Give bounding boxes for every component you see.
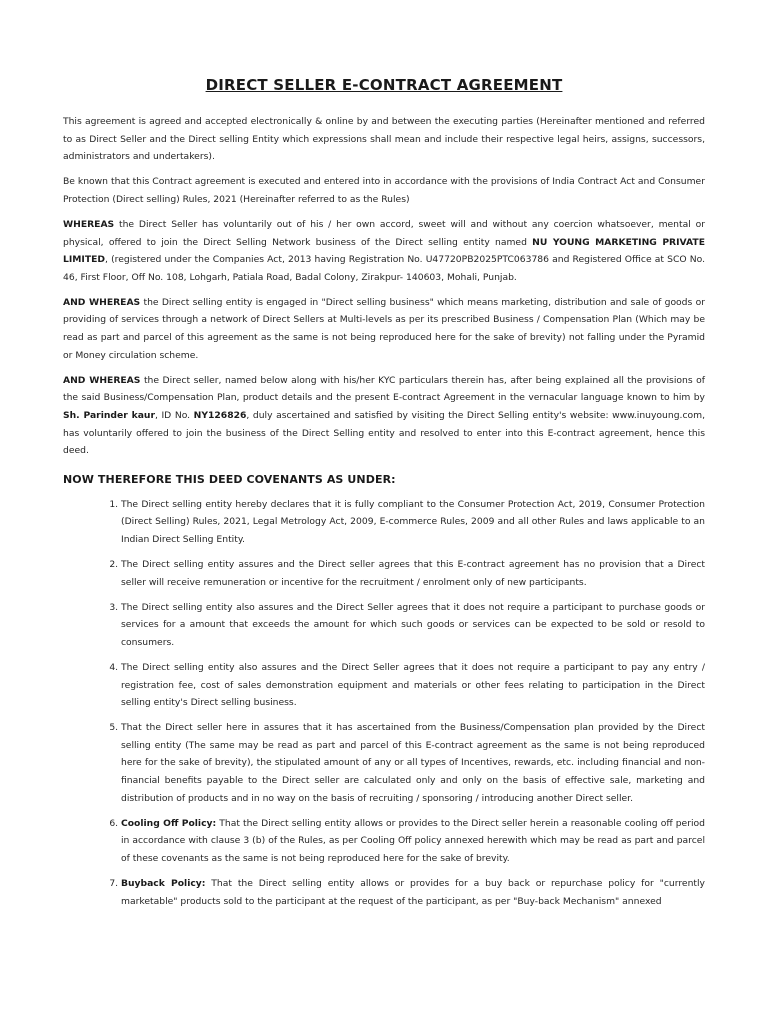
covenant-lead: Cooling Off Policy: (121, 817, 217, 829)
covenant-text: The Direct selling entity also assures and the Direct Seller agrees that it does not require a participant to purchase goods or services for a amount that exceeds the amount for which such goods or services can be expected to be sold or resold to consumers. (121, 601, 705, 648)
covenant-text: The Direct selling entity assures and the Direct seller agrees that this E-contract agreement has no provision that a Direct seller will receive remuneration or incentive for the recruitment / enrolment only of new participants. (121, 558, 705, 588)
covenant-text: That the Direct seller here in assures that it has ascertained from the Business/Compensation plan provided by the Direct selling entity (The same may be read as part and parcel of this E-contract agreement as the same is not being reproduced here for the sake of brevity), the stipulated amount of any or all types of Incentives, rewards, etc. including financial and non-financial benefits payable to the Direct seller are calculated only and only on the basis of effective sale, marketing and distribution of products and in no way on the basis of recruiting / sponsoring / introducing another Direct seller. (121, 722, 705, 804)
covenant-text: That the Direct selling entity allows or provides for a buy back or repurchase policy for "currently marketable" products sold to the participant at the request of the participant, as per "Buy-back Mechanism" annexed (121, 877, 705, 907)
covenant-item (121, 659, 705, 712)
whereas-paragraph-2 (63, 294, 705, 364)
whereas-text-a: the Direct Seller has voluntarily out of his / her own accord, sweet will and without any coercion whatsoever, mental or physical, offered to join the Direct Selling Network business of the Direct selling entity named (63, 218, 705, 248)
document-title: DIRECT SELLER E-CONTRACT AGREEMENT (205, 76, 563, 94)
whereas-paragraph-1 (63, 216, 705, 286)
known-that-paragraph: Be known that this Contract agreement is executed and entered into in accordance with the provisions of India Contract Act and Consumer Protection (Direct selling) Rules, 2021 (Hereinafter referred to as the Rules) (63, 176, 705, 205)
agreement-page (63, 76, 705, 918)
entity-name: NU YOUNG MARKETING PRIVATE LIMITED (63, 236, 705, 266)
covenant-item (121, 556, 705, 591)
whereas-3-text-a: the Direct seller, named below along with his/her KYC particulars therein has, after being explained all the provisions of the said Business/Compensation Plan, product details and the present E-contract Agreement in the vernacular language known to him by (63, 374, 705, 404)
whereas-lead: WHEREAS (63, 218, 115, 230)
covenant-text: The Direct selling entity hereby declares that it is fully compliant to the Consumer Protection Act, 2019, Consumer Protection (Direct Selling) Rules, 2021, Legal Metrology Act, 2009, E-commerce Rules, 2009 and all other Rules and laws applicable to an Indian Direct Selling Entity. (121, 498, 705, 545)
whereas-2-text: the Direct selling entity is engaged in "Direct selling business" which means marketing, distribution and sale of goods or providing of services through a network of Direct Sellers at Multi-levels as per its prescribed Business / Compensation Plan (Which may be read as part and parcel of this agreement as the same is not being reproduced here for the sake of brevity) not falling under the Pyramid or Money circulation scheme. (63, 296, 705, 361)
covenant-item (121, 496, 705, 549)
covenant-lead: Buyback Policy: (121, 877, 206, 889)
seller-id: NY126826 (193, 409, 247, 421)
and-whereas-lead: AND WHEREAS (63, 296, 141, 308)
covenant-item (121, 719, 705, 807)
covenant-text: That the Direct selling entity allows or provides to the Direct seller herein a reasonable cooling off period in accordance with clause 3 (b) of the Rules, as per Cooling Off policy annexed herewith which may be read as part and parcel of these covenants as the same is not being reproduced here for the sake of brevity. (121, 817, 705, 864)
covenant-item-buyback (121, 875, 705, 910)
covenants-heading: NOW THEREFORE THIS DEED COVENANTS AS UNDER: (63, 472, 396, 486)
covenants-list (63, 496, 705, 910)
covenant-text: The Direct selling entity also assures and the Direct Seller agrees that it does not require a participant to pay any entry / registration fee, cost of sales demonstration equipment and materials or other fees relating to participation in the Direct selling entity's Direct selling business. (121, 661, 705, 709)
whereas-text-b: , (registered under the Companies Act, 2013 having Registration No. U47720PB2025PTC063786 and Registered Office at SCO No. 46, First Floor, Off No. 108, Lohgarh, Patiala Road, Badal Colony, Zirakpur- 140603, Mohali, Punjab. (63, 254, 705, 283)
seller-name: Sh. Parinder kaur (63, 409, 155, 421)
covenant-item-cooling-off (121, 815, 705, 868)
whereas-3-text-c: , duly ascertained and satisfied by visiting the Direct Selling entity's website: www.inuyoung.com, has voluntarily offered to join the business of the Direct Selling entity and resolved to enter into this E-contract agreement, hence this deed. (63, 409, 705, 457)
and-whereas-lead: AND WHEREAS (63, 374, 141, 386)
intro-paragraph: This agreement is agreed and accepted electronically & online by and between the executing parties (Hereinafter mentioned and referred to as Direct Seller and the Direct selling Entity which expressions shall mean and include their respective legal heirs, assigns, successors, administrators and undertakers). (63, 116, 705, 163)
whereas-3-text-b: , ID No. (154, 409, 194, 421)
covenant-item (121, 599, 705, 652)
whereas-paragraph-3 (63, 372, 705, 460)
